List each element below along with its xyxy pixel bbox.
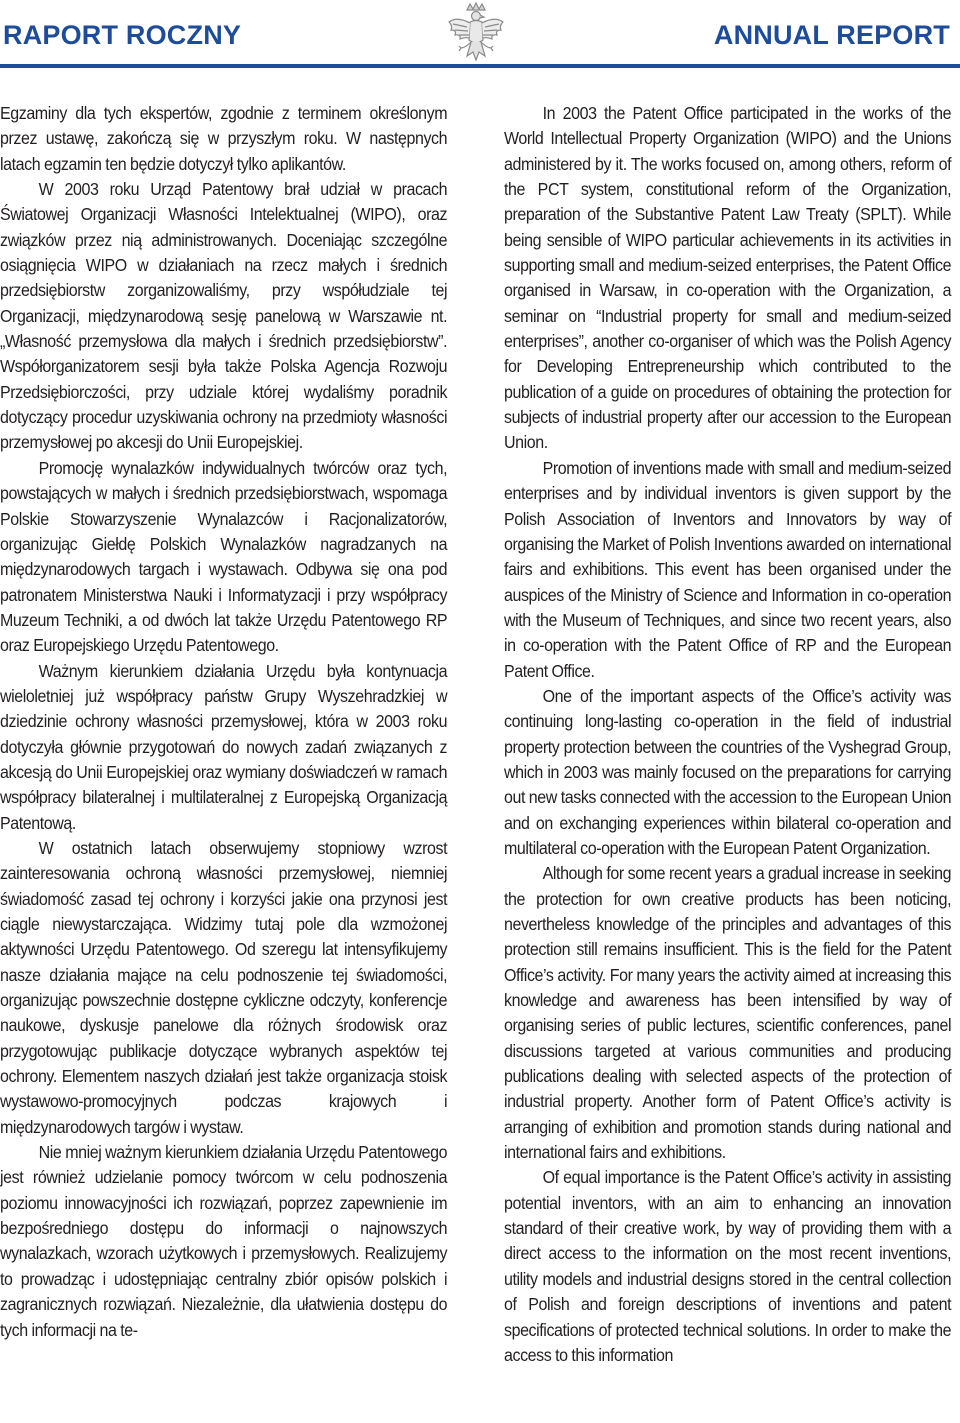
header-rule [0,64,960,68]
polish-eagle-emblem-icon [443,0,509,72]
paragraph: Promotion of inventions made with small and medium-seized enterprises and by individual inventors is given support by the Polish Association of Inventors and Innovators by way of organising the Market of Polish Inventions awarded on international fairs and exhibitions. This event has been organised under the auspices of the Ministry of Science and Information in co-operation with the Museum of Techniques, and since two recent years, also in co-operation with the Patent Office of RP and the European Patent Office. [504,457,952,681]
header-title-english: ANNUAL REPORT [713,20,950,50]
paragraph: One of the important aspects of the Office’s activity was continuing long-lasting co-operation in the field of industrial property protection between the countries of the Vyshegrad Group, which in 2003 was mainly focused on the preparations for carrying out new tasks connected with the accession to the European Union and on exchanging experiences within bilateral co-operation and multilateral co-operation with the European Patent Organization. [504,685,952,858]
english-text-column [504,101,951,1368]
paragraph: W 2003 roku Urząd Patentowy brał udział w pracach Światowej Organizacji Własności Intelektualnej (WIPO), oraz związków przez nią administrowanych. Doceniając szczególne osiągnięcia WIPO w działaniach na rzecz małych i średnich przedsiębiorstw zorganizowaliśmy, przy współudziale tej Organizacji, międzynarodową sesję panelową w Warszawie nt. „Własność przemysłowa dla małych i średnich przedsiębiorstw”. Współorganizatorem sesji była także Polska Agencja Rozwoju Przedsiębiorczości, przy udziale której wydaliśmy poradnik dotyczący procedur uzyskiwania ochrony na przedmioty własności przemysłowej po akcesji do Unii Europejskiej. [0,179,448,453]
paragraph: Nie mniej ważnym kierunkiem działania Urzędu Patentowego jest również udzielanie pomocy twórcom w celu podnoszenia poziomu innowacyjności ich rozwiązań, poprzez zapewnienie im bezpośredniego dostępu do informacji o najnowszych wynalazkach, wzorach użytkowych i przemysłowych. Realizujemy to prowadząc i udostępniając centralny zbiór opisów polskich i zagranicznych rozwiązań. Niezależnie, dla ułatwienia dostępu do tych informacji na te- [0,1142,448,1340]
paragraph: Of equal importance is the Patent Office’s activity in assisting potential inventors, with an aim to enhancing an innovation standard of their creative work, by way of providing them with a direct access to the information on the most recent inventions, utility models and industrial designs stored in the central collection of Polish and foreign descriptions of inventions and patent specifications of protected technical solutions. In order to make the access to this information [504,1167,952,1365]
paragraph: In 2003 the Patent Office participated in the works of the World Intellectual Property Organization (WIPO) and the Unions administered by it. The works focused on, among others, reform of the PCT system, constitutional reform of the Organization, preparation of the Substantive Patent Law Treaty (SPLT). While being sensible of WIPO particular achievements in its activities in supporting small and medium-seized enterprises, the Patent Office organised in Warsaw, in co-operation with the Organization, a seminar on “Industrial property for small and medium-seized enterprises”, another co-organiser of which was the Polish Agency for Developing Entrepreneurship which contributed to the publication of a guide on procedures of obtaining the protection for subjects of industrial property after our accession to the European Union. [504,103,952,453]
paragraph: Promocję wynalazków indywidualnych twórców oraz tych, powstających w małych i średnich przedsiębiorstwach, wspomaga Polskie Stowarzyszenie Wynalazców i Racjonalizatorów, organizując Giełdę Polskich Wynalazków nagradzanych na międzynarodowych targach i wystawach. Odbywa się ona pod patronatem Ministerstwa Nauki i Informatyzacji i przy współpracy Muzeum Techniki, a od dwóch lat także Urzędu Patentowego RP oraz Europejskiego Urzędu Patentowego. [0,457,448,656]
paragraph: Ważnym kierunkiem działania Urzędu była kontynuacja wieloletniej już współpracy państw Grupy Wyszehradzkiej w dziedzinie ochrony własności przemysłowej, która w 2003 roku dotyczyła głównie przygotowań do nowych zadań związanych z akcesją do Unii Europejskiej oraz wymiany doświadczeń w ramach współpracy bilateralnej i multilateralnej z Europejską Organizacją Patentową. [0,660,448,833]
paragraph: Egzaminy dla tych ekspertów, zgodnie z terminem określonym przez ustawę, zakończą się w przyszłym roku. W następnych latach egzamin ten będzie dotyczył tylko aplikantów. [0,103,448,174]
header-title-polish: RAPORT ROCZNY [3,20,242,50]
polish-text-column [0,101,447,1343]
paragraph: W ostatnich latach obserwujemy stopniowy wzrost zainteresowania ochroną własności przemysłowej, niemniej świadomość zasad tej ochrony i korzyści jakie ona przynosi jest ciągle niewystarczająca. Widzimy tutaj pole dla wzmożonej aktywności Urzędu Patentowego. Od szeregu lat intensyfikujemy nasze działania mające na celu podnoszenie tej świadomości, organizując powszechnie dostępne cykliczne odczyty, konferencje naukowe, dyskusje panelowe dla różnych środowisk oraz przygotowując publikacje dotyczące wybranych aspektów tej ochrony. Elementem naszych działań jest także organizacja stoisk wystawowo-promocyjnych podczas krajowych i międzynarodowych targów i wystaw. [0,837,448,1137]
paragraph: Although for some recent years a gradual increase in seeking the protection for own creative products has been noticing, nevertheless knowledge of the principles and advantages of this protection still remains insufficient. This is the field for the Patent Office’s activity. For many years the activity aimed at increasing this knowledge and awareness has been intensified by way of organising series of public lectures, scientific conferences, panel discussions targeted at various communities and producing publications dealing with selected aspects of the protection of industrial property. Another form of Patent Office’s activity is arranging of exhibition and promotion stands during national and international fairs and exhibitions. [504,863,952,1163]
page-header [0,0,960,74]
